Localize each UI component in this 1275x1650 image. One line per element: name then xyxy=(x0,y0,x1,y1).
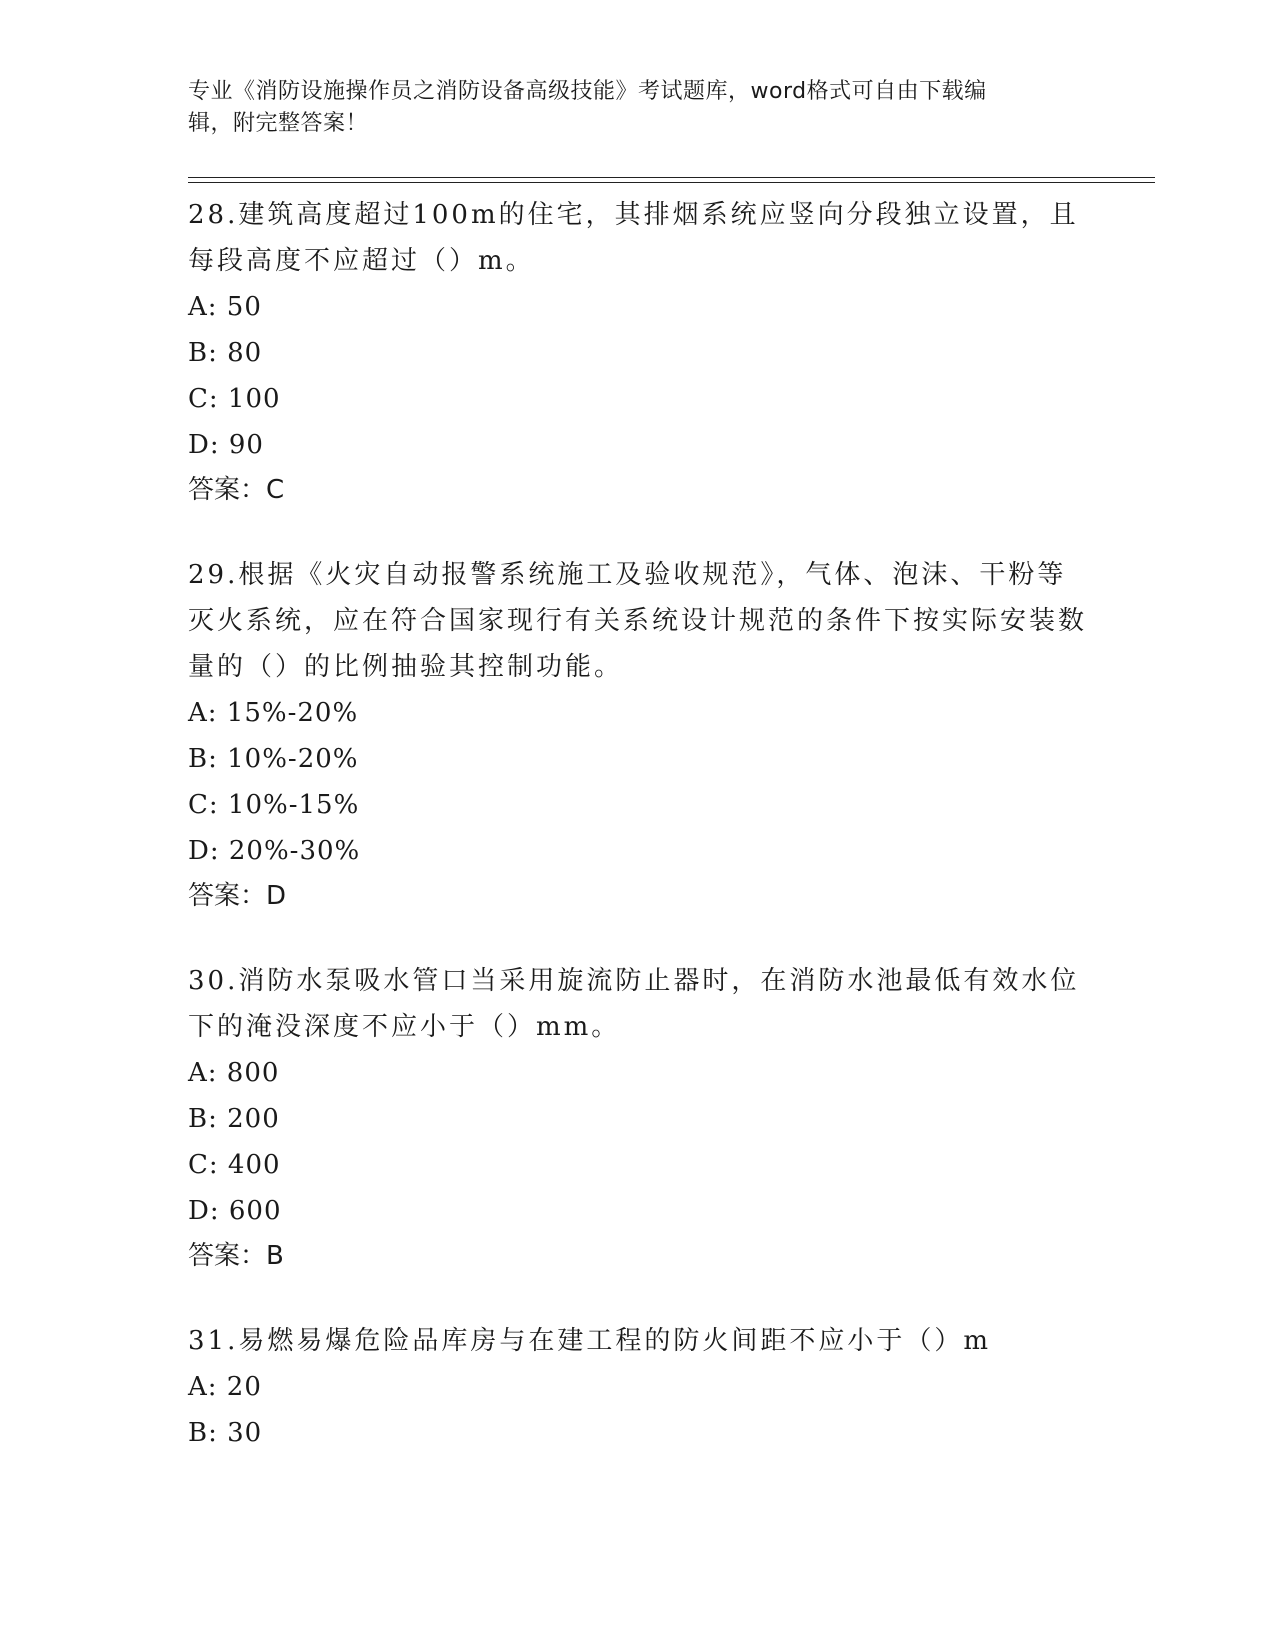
option-b: B: 200 xyxy=(188,1104,280,1134)
option-d: D: 600 xyxy=(188,1196,282,1226)
option-c: C: 100 xyxy=(188,384,281,414)
question-28 xyxy=(188,192,1088,512)
document-header xyxy=(188,76,1068,140)
option-c: C: 10%-15% xyxy=(188,790,360,820)
question-31 xyxy=(188,1318,1088,1456)
question-stem: 31.易燃易爆危险品库房与在建工程的防火间距不应小于（）m xyxy=(188,1326,992,1356)
option-b: B: 30 xyxy=(188,1418,263,1448)
header-line-1: 专业《消防设施操作员之消防设备高级技能》考试题库，word格式可自由下载编 xyxy=(188,79,987,104)
answer: 答案：D xyxy=(188,881,287,911)
option-a: A: 50 xyxy=(188,292,262,322)
question-29 xyxy=(188,552,1088,918)
header-divider-bottom xyxy=(188,182,1155,183)
option-b: B: 10%-20% xyxy=(188,744,359,774)
option-a: A: 15%-20% xyxy=(188,698,359,728)
option-d: D: 20%-30% xyxy=(188,836,361,866)
question-list xyxy=(188,192,1088,1496)
question-stem: 28.建筑高度超过100m的住宅，其排烟系统应竖向分段独立设置，且每段高度不应超过（）m。 xyxy=(188,200,1079,276)
question-30 xyxy=(188,958,1088,1278)
header-divider-top xyxy=(188,177,1155,178)
option-a: A: 800 xyxy=(188,1058,280,1088)
option-c: C: 400 xyxy=(188,1150,281,1180)
question-stem: 29.根据《火灾自动报警系统施工及验收规范》，气体、泡沫、干粉等灭火系统，应在符合国家现行有关系统设计规范的条件下按实际安装数量的（）的比例抽验其控制功能。 xyxy=(188,560,1088,682)
option-a: A: 20 xyxy=(188,1372,262,1402)
header-line-2: 辑，附完整答案！ xyxy=(188,111,369,136)
question-stem: 30.消防水泵吸水管口当采用旋流防止器时，在消防水池最低有效水位下的淹没深度不应小于（）mm。 xyxy=(188,966,1080,1042)
option-b: B: 80 xyxy=(188,338,263,368)
answer: 答案：B xyxy=(188,1241,284,1271)
option-d: D: 90 xyxy=(188,430,264,460)
answer: 答案：C xyxy=(188,475,285,505)
